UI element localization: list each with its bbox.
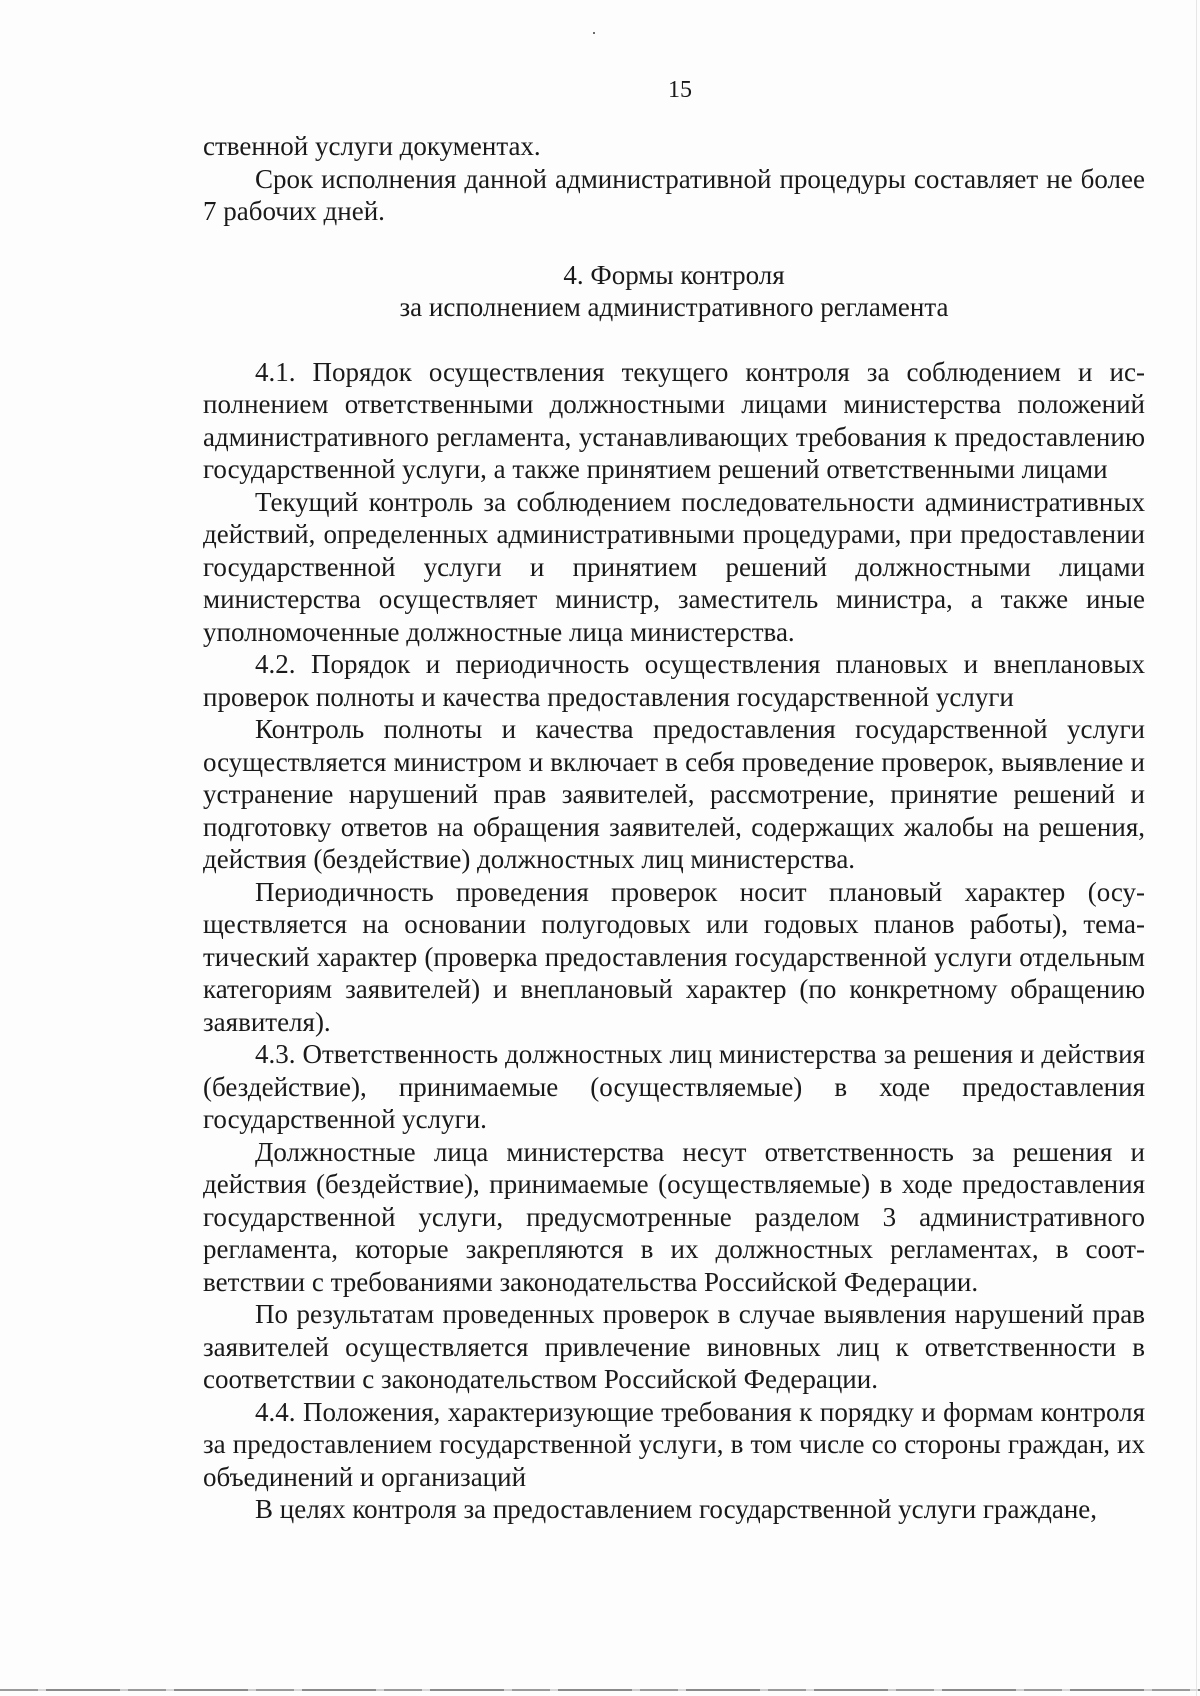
paragraph-current-control: Текущий контроль за соблюдением последовательности административных действий, определенных административными процедурами, при предоставлении государственной услуги и принятием решений должностными лицами министерства осуществляет министр, заместитель министра, а также иные уполномоченные должностные лица министерства. [203, 486, 1145, 647]
paragraph-4-1: 4.1. Порядок осуществления текущего контроля за соблюдением и исполнением ответственными должностными лицами министерства положений административного регламента, устанавливающих требования к предоставлению государственной услуги, а также принятием решений ответственными лицами [203, 356, 1145, 484]
page-number: 15 [668, 77, 692, 103]
document-body [203, 130, 1145, 1526]
paragraph-citizen-control: В целях контроля за предоставлением государственной услуги граждане, [255, 1494, 1098, 1524]
paragraph-4-4: 4.4. Положения, характеризующие требования к порядку и формам контроля за предоставлением государственной услуги, в том числе со стороны граждан, их объединений и организаций [203, 1396, 1145, 1492]
section-title: 4. Формы контроля [563, 259, 785, 290]
paragraph-inspection-results: По результатам проведенных проверок в случае выявления нарушений прав заявителей осуществляется привлечение виновных лиц к ответственности в соответствии с законодательством Российской Федерации. [203, 1299, 1145, 1394]
scan-edge-bottom [0, 1689, 1200, 1691]
paragraph-responsibility: Должностные лица министерства несут ответственность за решения и действия (бездействие), принимаемые (осуществляемые) в ходе предоставления государственной услуги, предусмотренные разделом 3 административного регламента, которые закрепляются в их должностных регламентах, в соответствии с требованиями законодательства Российской Федерации. [203, 1136, 1145, 1297]
section-heading [203, 259, 1145, 324]
continuation-line: ственной услуги документах. [203, 131, 541, 161]
paragraph-periodicity: Периодичность проведения проверок носит плановый характер (осуществляется на основании полугодовых или годовых планов работы), тематический характер (проверка предоставления государственной услуги отдельным категориям заявителей) и внеплановый характер (по конкретному обращению заявителя). [203, 876, 1145, 1037]
paragraph-deadline: Срок исполнения данной административной процедуры составляет не более 7 рабочих дней. [203, 163, 1145, 226]
paragraph-4-3: 4.3. Ответственность должностных лиц министерства за решения и действия (бездействие), принимаемые (осуществляемые) в ходе предоставления государственной услуги. [203, 1039, 1145, 1134]
section-subtitle: за исполнением административного регламента [399, 292, 949, 322]
scan-edge-right [1196, 0, 1197, 1696]
paragraph-4-2: 4.2. Порядок и периодичность осуществления плановых и внеплановых проверок полноты и качества предоставления государственной услуги [203, 649, 1145, 712]
scan-speck [593, 32, 595, 34]
paragraph-quality-control: Контроль полноты и качества предоставления государственной услуги осуществляется министром и включает в себя проведение проверок, выявление и устранение нарушений прав заявителей, рассмотрение, принятие решений и подготовку ответов на обращения заявителей, содержащих жалобы на решения, действия (бездействие) должностных лиц министерства. [203, 714, 1145, 874]
